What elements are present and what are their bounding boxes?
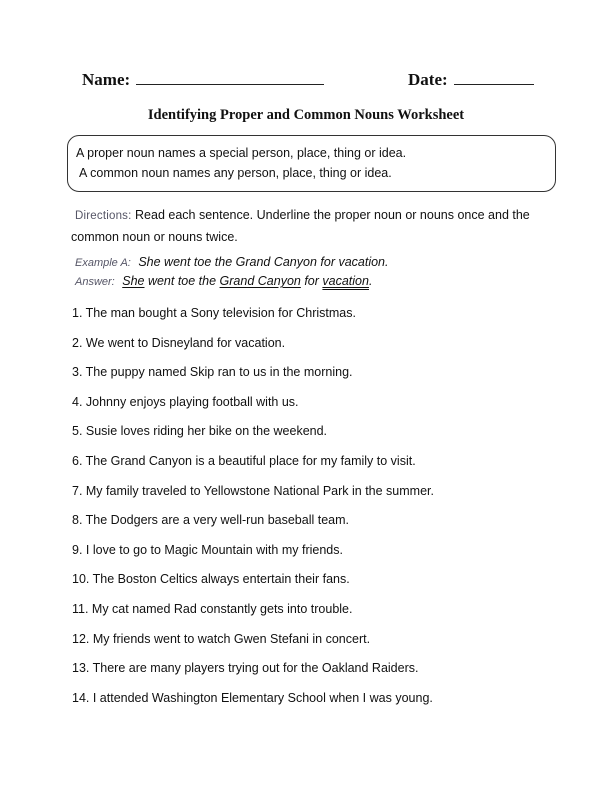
answer-label: Answer:	[75, 276, 115, 288]
date-field	[408, 70, 534, 90]
answer-common-noun-vacation: vacation	[322, 274, 369, 288]
sentence-item: 2. We went to Disneyland for vacation.	[72, 335, 286, 350]
sentence-item: 1. The man bought a Sony television for Christmas.	[72, 306, 356, 320]
sentence-item: 3. The puppy named Skip ran to us in the morning.	[72, 365, 353, 380]
definition-box	[67, 135, 556, 192]
date-label: Date:	[408, 70, 448, 89]
example-sentence: She went toe the Grand Canyon for vacation.	[138, 255, 389, 269]
sentence-item: 6. The Grand Canyon is a beautiful place for my family to visit.	[72, 453, 416, 468]
sentence-item: 7. My family traveled to Yellowstone National Park in the summer.	[72, 483, 434, 498]
sentence-item: 14. I attended Washington Elementary School when I was young.	[72, 690, 433, 705]
sentence-item: 11. My cat named Rad constantly gets into trouble.	[72, 601, 353, 616]
sentence-item: 5. Susie loves riding her bike on the weekend.	[72, 424, 328, 439]
sentence-item: 4. Johnny enjoys playing football with us.	[72, 394, 299, 409]
date-blank-line[interactable]	[454, 71, 534, 85]
sentence-item: 13. There are many players trying out for the Oakland Raiders.	[72, 661, 419, 676]
worksheet-title: Identifying Proper and Common Nouns Worksheet	[147, 107, 465, 123]
answer-text: .	[368, 274, 373, 288]
name-field	[82, 70, 324, 90]
example-answer	[75, 274, 372, 288]
directions-text: Read each sentence. Underline the proper noun or nouns once and the common noun or nouns twice.	[71, 208, 530, 244]
answer-proper-noun-grand-canyon: Grand Canyon	[219, 274, 301, 288]
answer-text: went toe the	[144, 274, 220, 288]
sentence-item: 12. My friends went to watch Gwen Stefani in concert.	[72, 631, 371, 646]
sentence-list	[72, 305, 434, 719]
name-blank-line[interactable]	[136, 71, 324, 85]
example-label: Example A:	[75, 257, 131, 269]
directions-label: Directions:	[75, 210, 132, 222]
answer-proper-noun-she: She	[122, 274, 145, 288]
answer-text: for	[300, 274, 323, 288]
directions	[71, 205, 561, 248]
sentence-item: 8. The Dodgers are a very well-run baseball team.	[72, 513, 349, 528]
name-label: Name:	[82, 70, 131, 89]
common-noun-definition: A common noun names any person, place, thing or idea.	[79, 166, 392, 180]
proper-noun-definition: A proper noun names a special person, place, thing or idea.	[76, 146, 407, 160]
example-a	[75, 255, 388, 269]
sentence-item: 9. I love to go to Magic Mountain with my friends.	[72, 542, 343, 557]
sentence-item: 10. The Boston Celtics always entertain their fans.	[72, 572, 350, 587]
